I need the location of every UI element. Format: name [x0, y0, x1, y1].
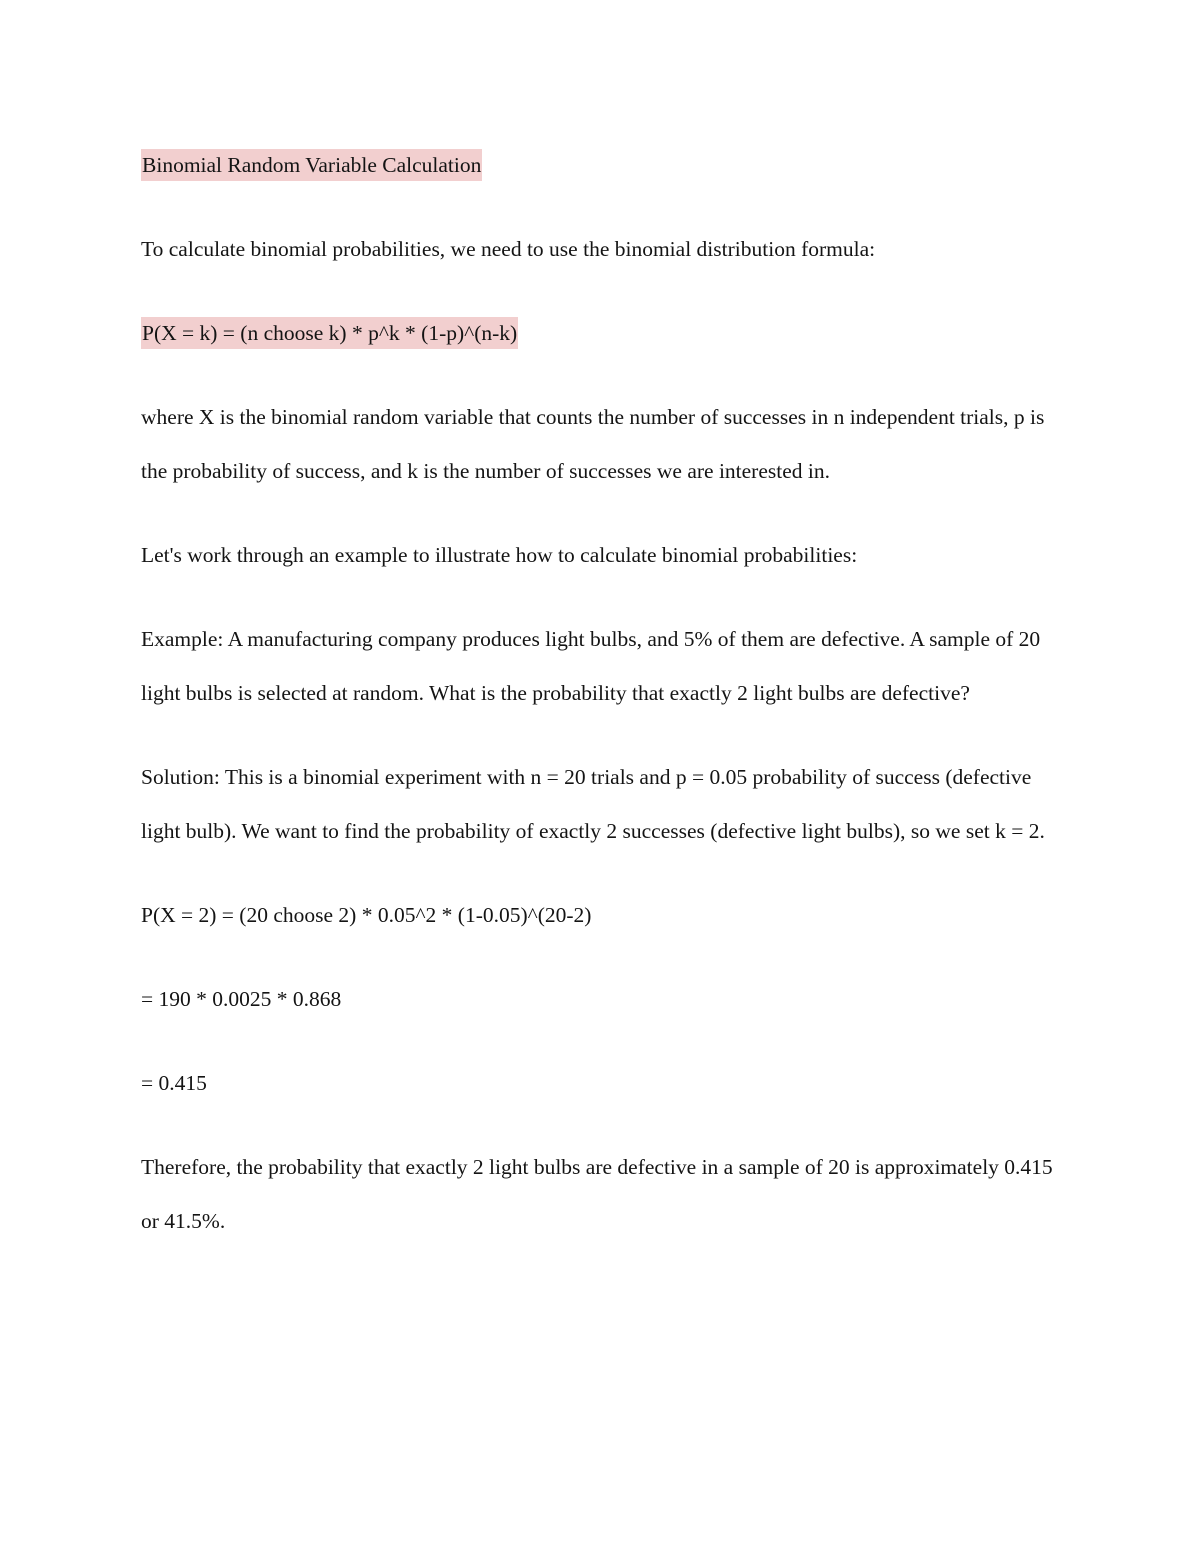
binomial-formula: P(X = k) = (n choose k) * p^k * (1-p)^(n-k) — [141, 317, 518, 349]
example-intro-paragraph: Let's work through an example to illustrate how to calculate binomial probabilities: — [141, 543, 858, 567]
document-title-paragraph — [141, 138, 1061, 192]
example-paragraph: Example: A manufacturing company produces light bulbs, and 5% of them are defective. A sample of 20 light bulbs is selected at random. What is the probability that exactly 2 light bulbs are defective? — [141, 627, 1041, 705]
calculation-step-3: = 0.415 — [141, 1071, 207, 1095]
document-body — [141, 138, 1061, 1278]
conclusion-paragraph: Therefore, the probability that exactly 2 light bulbs are defective in a sample of 20 is approximately 0.415 or 41.5%. — [141, 1155, 1053, 1233]
document-title: Binomial Random Variable Calculation — [141, 149, 482, 181]
calculation-step-1: P(X = 2) = (20 choose 2) * 0.05^2 * (1-0.05)^(20-2) — [141, 903, 592, 927]
solution-paragraph: Solution: This is a binomial experiment with n = 20 trials and p = 0.05 probability of success (defective light bulb). We want to find the probability of exactly 2 successes (defective light bulbs), so we set k = 2. — [141, 765, 1045, 843]
definition-paragraph: where X is the binomial random variable that counts the number of successes in n independent trials, p is the probability of success, and k is the number of successes we are interested in. — [141, 405, 1045, 483]
intro-paragraph: To calculate binomial probabilities, we need to use the binomial distribution formula: — [141, 237, 876, 261]
formula-paragraph — [141, 306, 1061, 360]
calculation-step-2: = 190 * 0.0025 * 0.868 — [141, 987, 342, 1011]
